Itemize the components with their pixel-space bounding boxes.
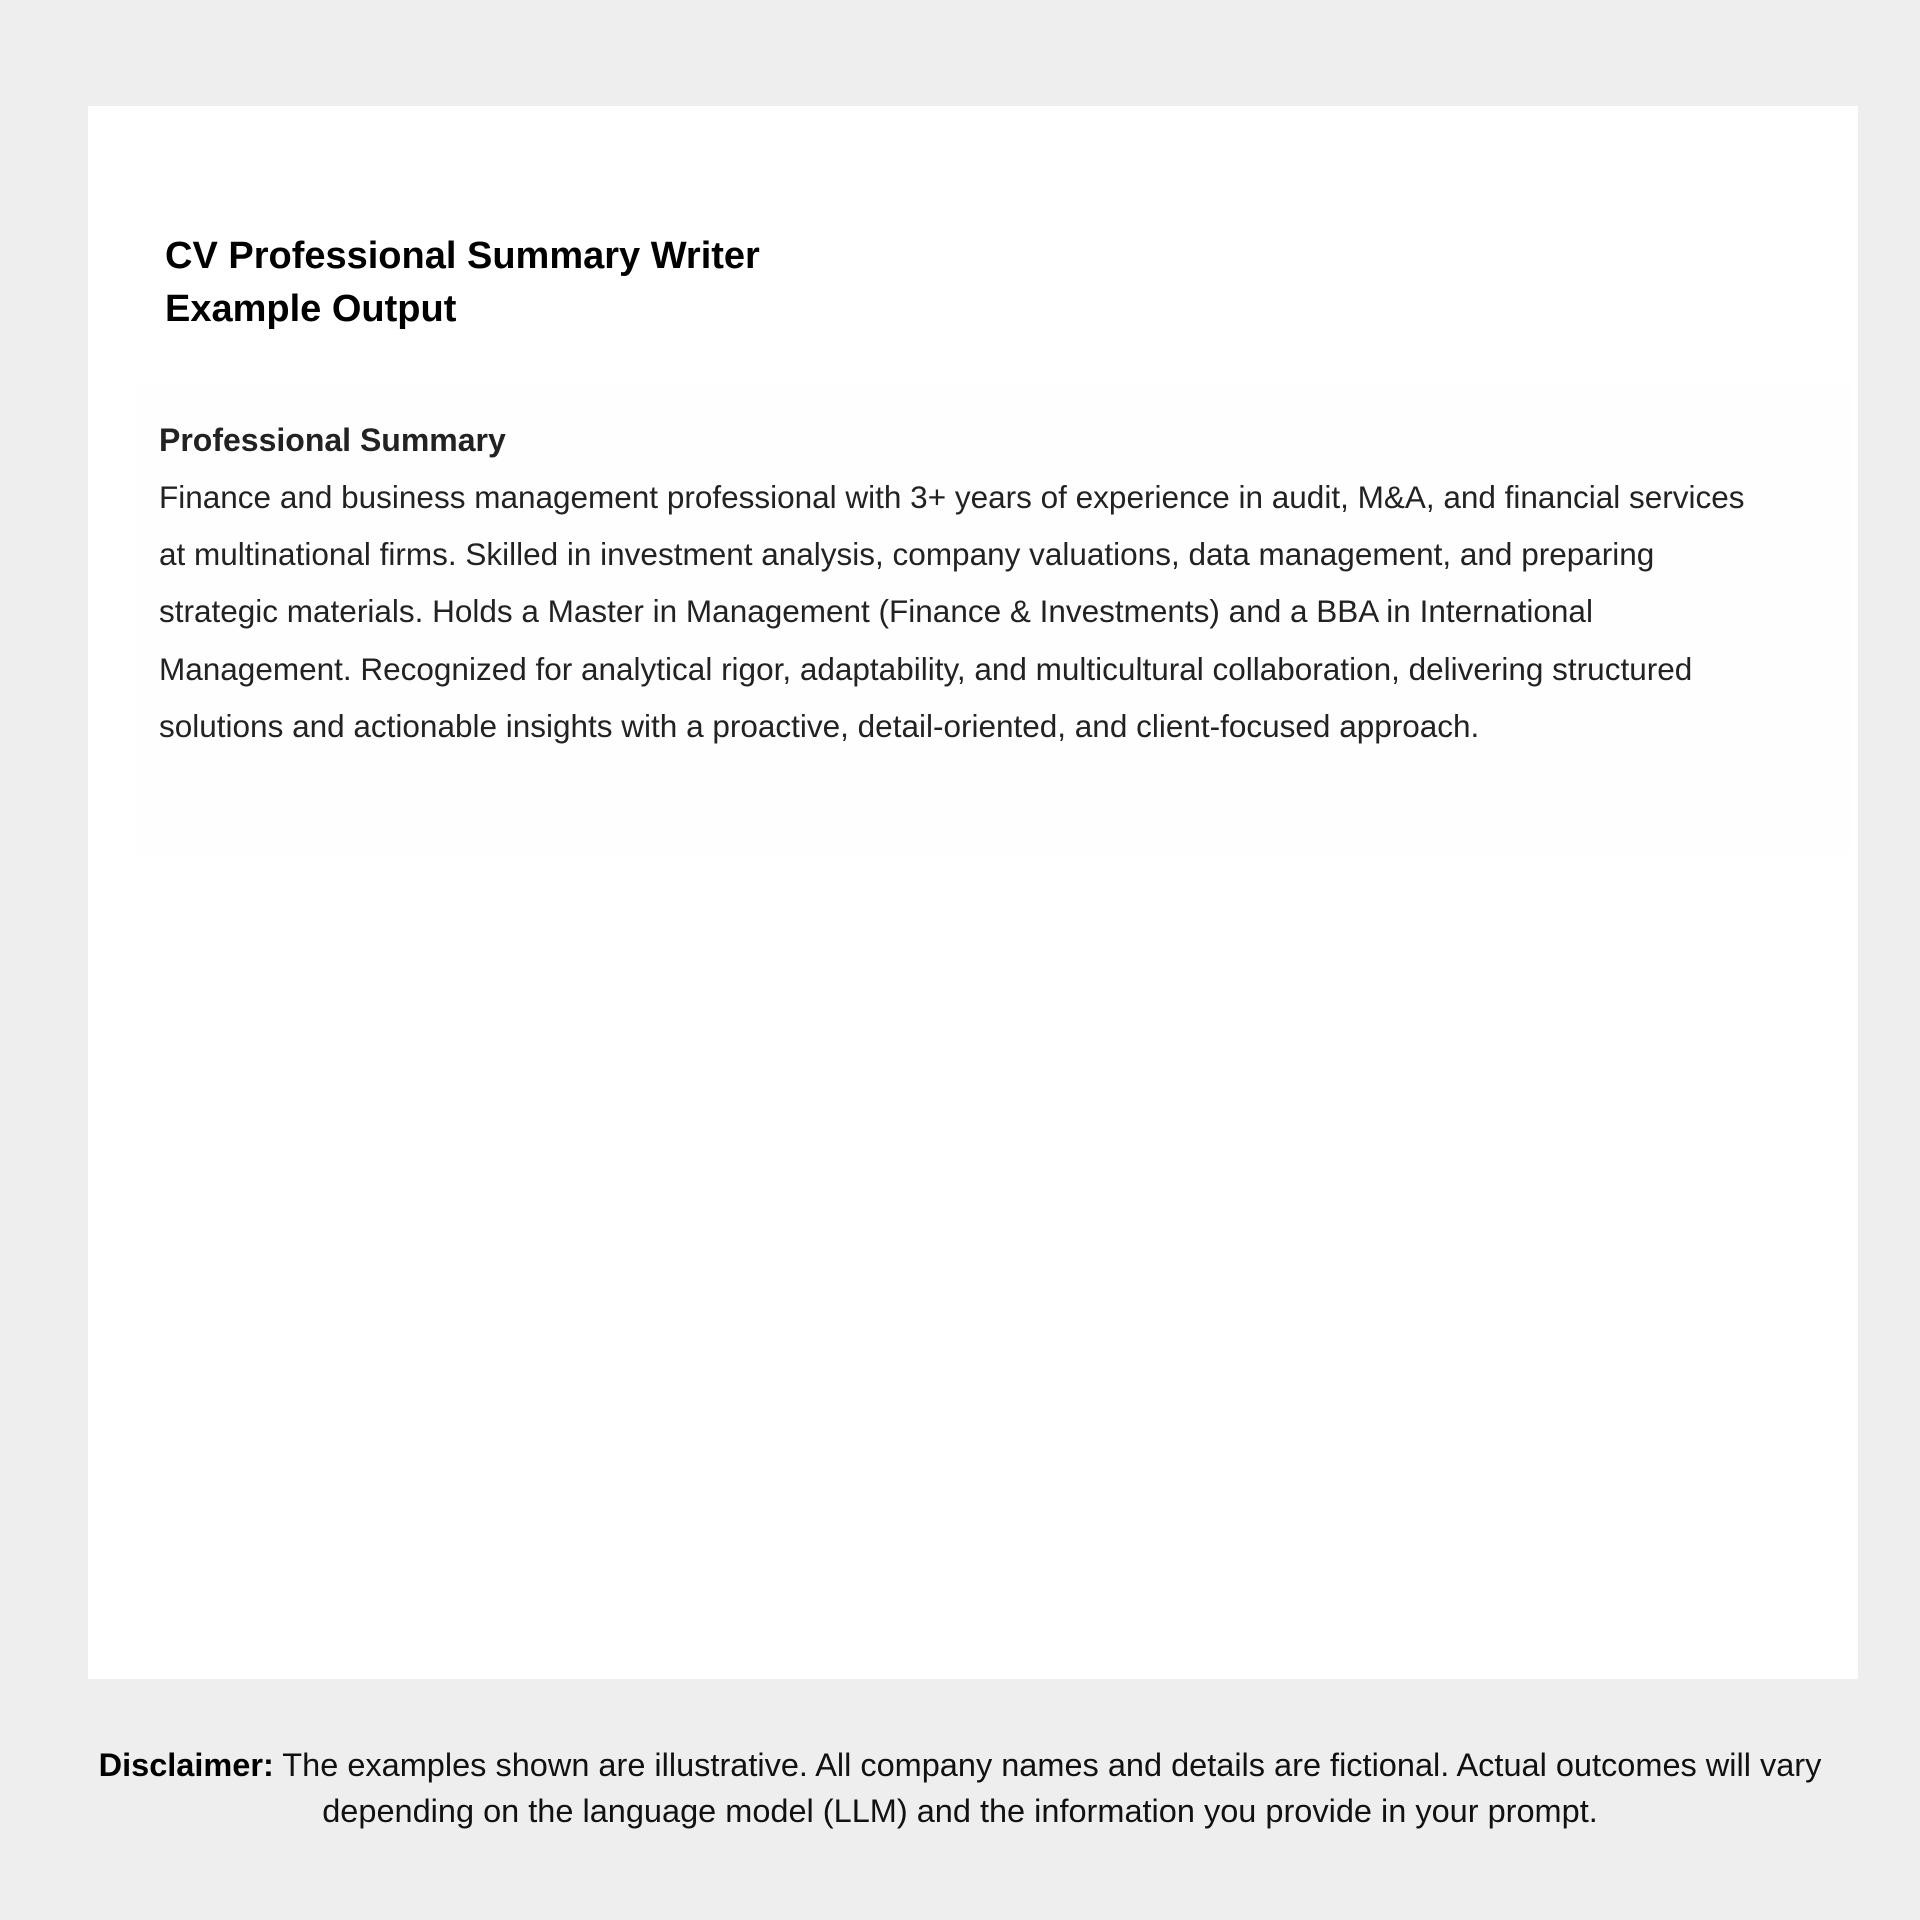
disclaimer-text: The examples shown are illustrative. All company names and details are fictional. Actual outcomes will vary depending on the language model (LLM) and the information you provide in your prompt.	[273, 1747, 1822, 1829]
card-title-line-1: CV Professional Summary Writer	[165, 235, 760, 277]
example-card	[88, 106, 1858, 1679]
card-title	[165, 230, 760, 336]
disclaimer-label: Disclaimer:	[98, 1747, 274, 1783]
output-panel	[136, 384, 1851, 854]
card-title-line-2: Example Output	[165, 288, 457, 330]
output-body: Finance and business management professional with 3+ years of experience in audit, M&A, and financial services at multinational firms. Skilled in investment analysis, company valuations, data management, and preparing strategic materials. Holds a Master in Management (Finance & Investments) and a BBA in International Management. Recognized for analytical rigor, adaptability, and multicultural collaboration, delivering structured solutions and actionable insights with a proactive, detail-oriented, and client-focused approach.	[159, 479, 1745, 744]
output-heading: Professional Summary	[159, 422, 506, 458]
disclaimer	[60, 1742, 1860, 1834]
